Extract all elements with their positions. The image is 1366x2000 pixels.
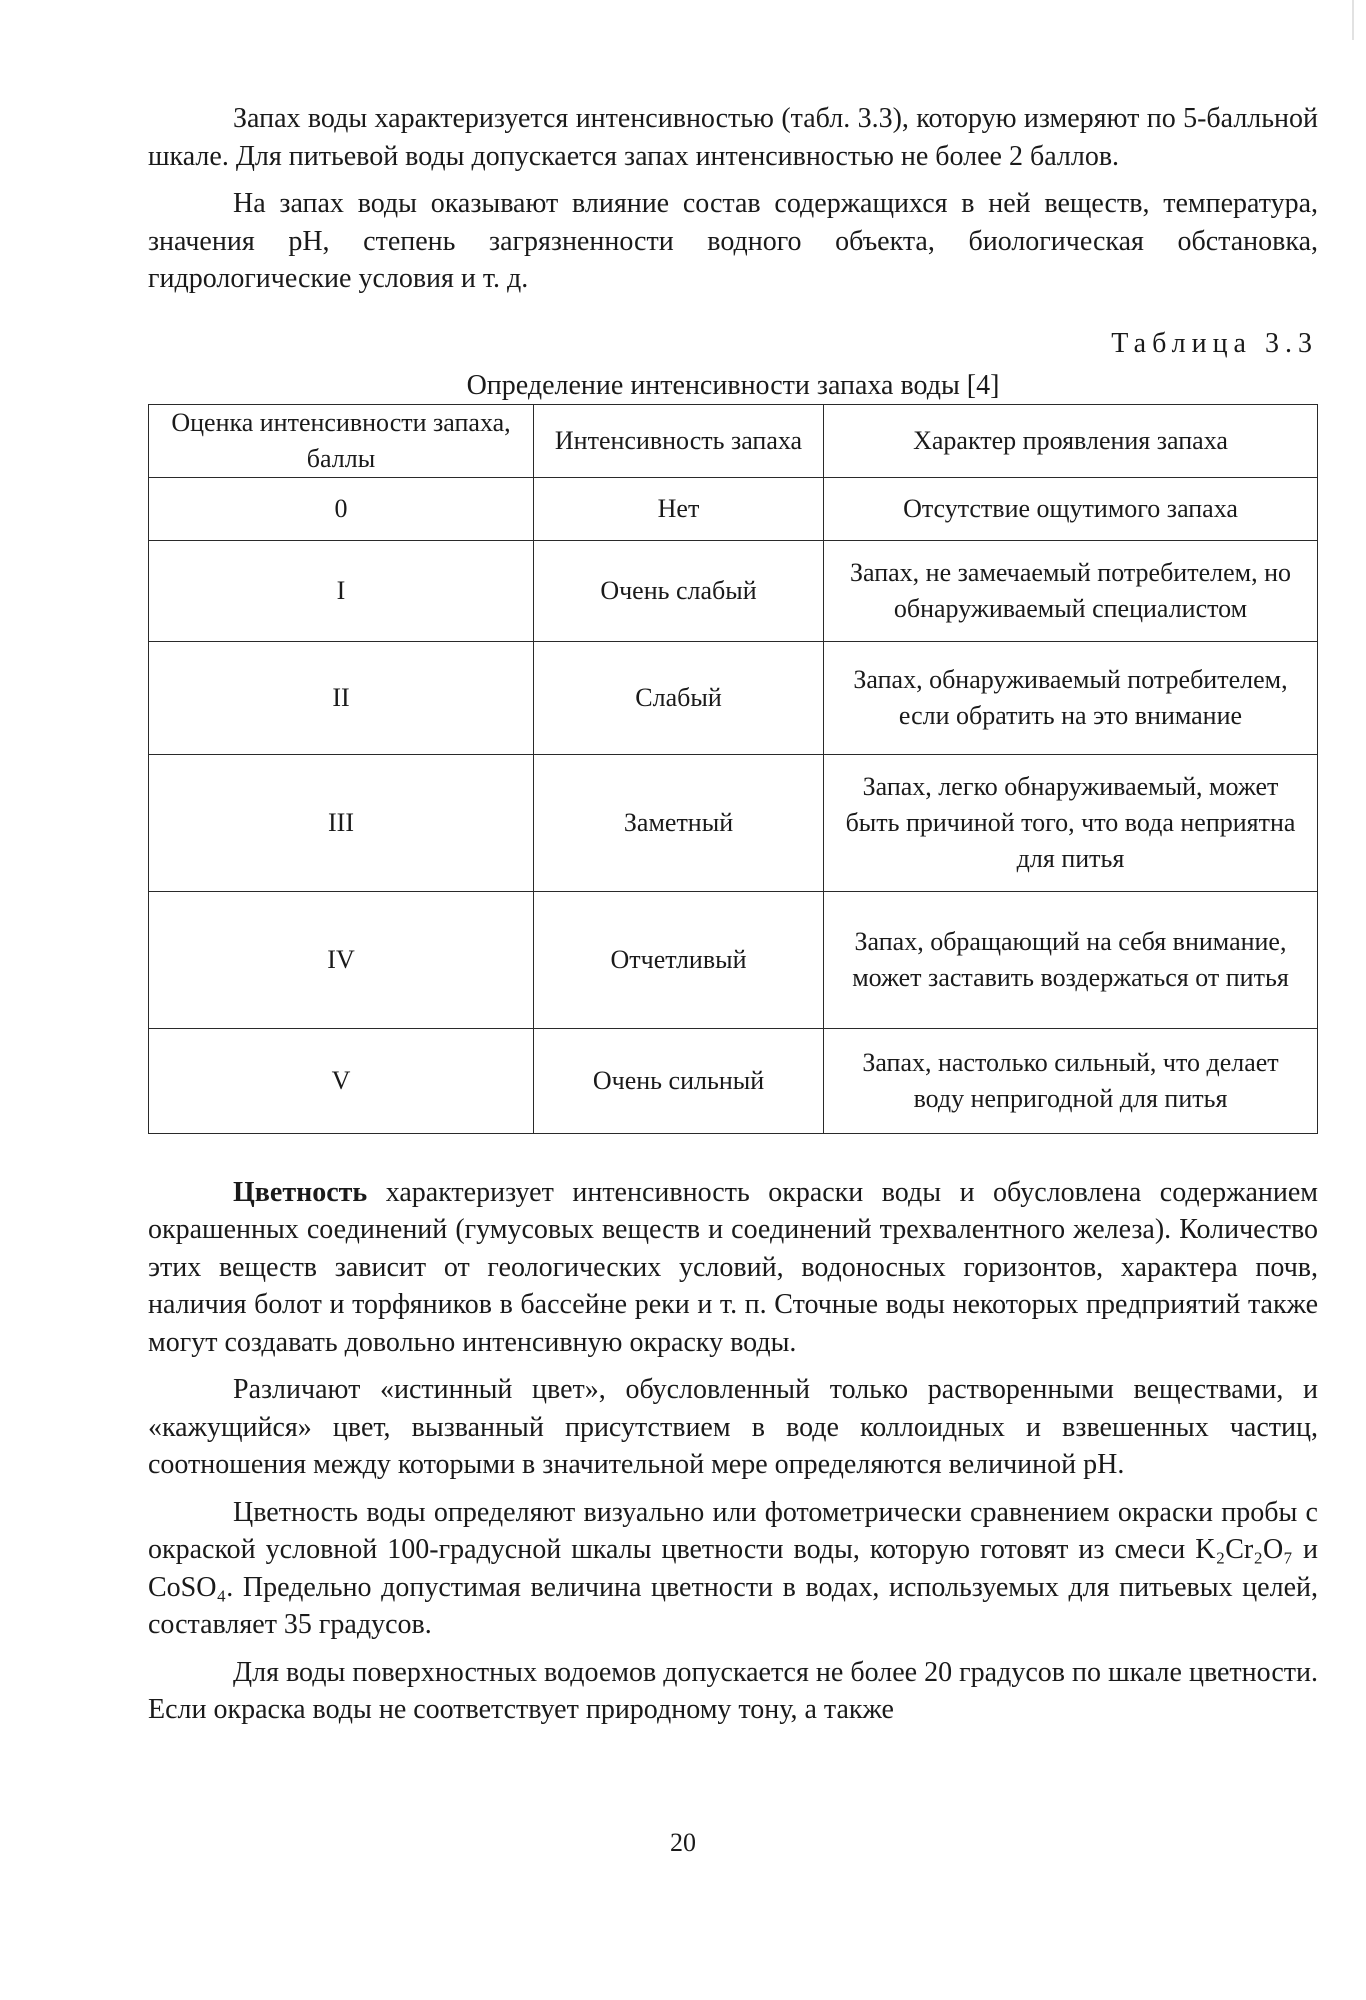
cell-description: Запах, не замечаемый потребителем, но обнаруживаемый специалистом [824, 540, 1318, 641]
table-row [149, 477, 1318, 540]
scan-edge-mark [1352, 0, 1354, 40]
cell-description: Отсутствие ощутимого запаха [824, 477, 1318, 540]
cell-description: Запах, легко обнаруживаемый, может быть причиной того, что вода неприятна для питья [824, 754, 1318, 891]
cell-intensity: Очень сильный [534, 1028, 824, 1133]
table-header-row [149, 404, 1318, 477]
paragraph-color-definition-text: характеризует интенсивность окраски воды и обусловлена содержанием окрашенных соединений (гумусовых веществ и соединений трехвалентного железа). Количество этих веществ зависит от геологических условий, водоносных горизонтов, характера почв, наличия болот и торфяников в бассейне реки и т. п. Сточные воды некоторых предприятий также могут создавать довольно интенсивную окраску воды. [148, 1176, 1318, 1358]
cell-score: II [149, 641, 534, 754]
table-row [149, 891, 1318, 1028]
cell-intensity: Заметный [534, 754, 824, 891]
cell-score: III [149, 754, 534, 891]
paragraph-odor-intensity: Запах воды характеризуется интенсивностью (табл. 3.3), которую измеряют по 5-балльной шкале. Для питьевой воды допускается запах интенсивностью не более 2 баллов. [148, 103, 1318, 172]
term-color: Цветность [233, 1176, 368, 1208]
paragraph-surface-water-color: Для воды поверхностных водоемов допускается не более 20 градусов по шкале цветности. Если окраска воды не соответствует природному тону, а также [148, 1656, 1318, 1725]
header-description: Характер проявления запаха [824, 404, 1318, 477]
cell-description: Запах, настолько сильный, что делает воду непригодной для питья [824, 1028, 1318, 1133]
header-score: Оценка интенсивности запаха, баллы [149, 404, 534, 477]
paragraph-color-definition [148, 1174, 1318, 1362]
cell-score: 0 [149, 477, 534, 540]
cell-score: IV [149, 891, 534, 1028]
page-number: 20 [670, 1828, 696, 1857]
table-row [149, 1028, 1318, 1133]
paragraph-true-apparent-color: Различают «истинный цвет», обусловленный только растворенными веществами, и «кажущийся» цвет, вызванный присутствием в воде коллоидных и взвешенных частиц, соотношения между которыми в значительной мере определяются величиной pH. [148, 1374, 1318, 1480]
cell-score: I [149, 540, 534, 641]
cell-description: Запах, обращающий на себя внимание, может заставить воздержаться от питья [824, 891, 1318, 1028]
cell-description: Запах, обнаруживаемый потребителем, если обратить на это внимание [824, 641, 1318, 754]
paragraph-odor-factors: На запах воды оказывают влияние состав содержащихся в ней веществ, температура, значения pH, степень загрязненности водного объекта, биологическая обстановка, гидрологические условия и т. д. [148, 188, 1318, 294]
cell-intensity: Отчетливый [534, 891, 824, 1028]
table-row [149, 754, 1318, 891]
document-page [148, 100, 1318, 1739]
table-row [149, 540, 1318, 641]
table-label: Таблица 3.3 [1111, 327, 1318, 359]
table-title: Определение интенсивности запаха воды [4] [466, 369, 1000, 401]
odor-intensity-table [148, 404, 1318, 1134]
cell-intensity: Очень слабый [534, 540, 824, 641]
paragraph-color-measurement: Цветность воды определяют визуально или фотометрически сравнением окраски пробы с окраской условной 100-градусной шкалы цветности воды, которую готовят из смеси K₂Cr₂O₇ и CoSO₄. Предельно допустимая величина цветности в водах, используемых для питьевых целей, составляет 35 градусов. [148, 1496, 1318, 1640]
header-intensity: Интенсивность запаха [534, 404, 824, 477]
cell-intensity: Слабый [534, 641, 824, 754]
body-text [148, 1174, 1318, 1729]
cell-score: V [149, 1028, 534, 1133]
cell-intensity: Нет [534, 477, 824, 540]
table-row [149, 641, 1318, 754]
